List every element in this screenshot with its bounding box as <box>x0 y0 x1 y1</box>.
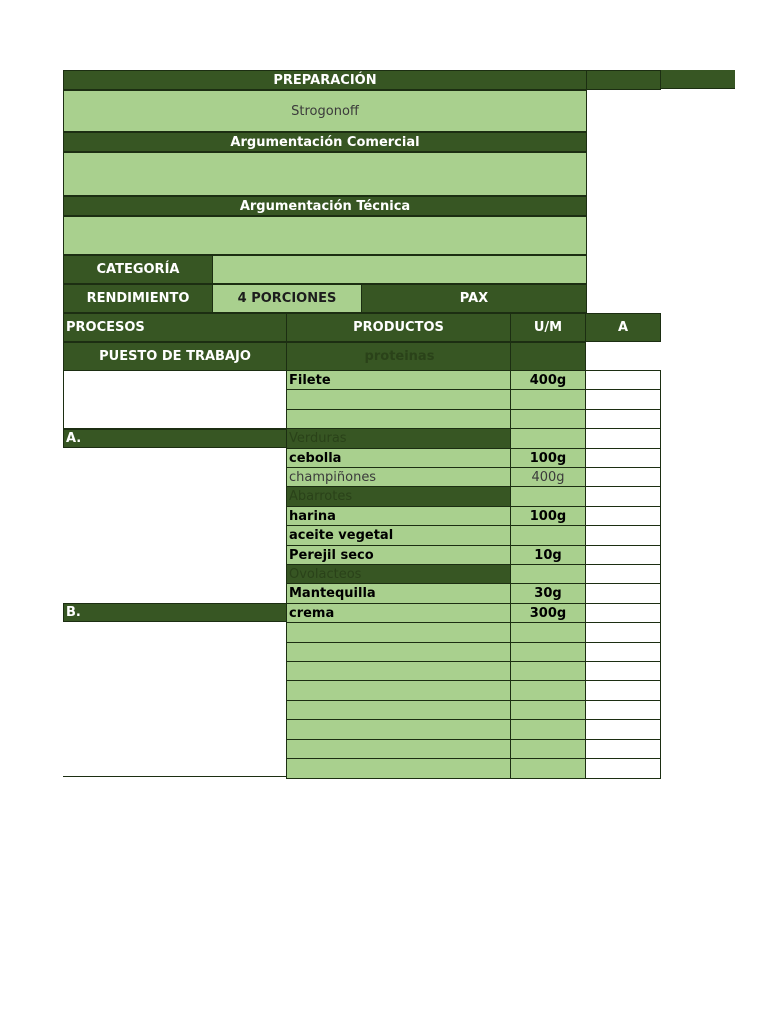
a-value-cell[interactable] <box>585 564 661 585</box>
a-value-cell[interactable] <box>585 448 661 469</box>
a-value-cell[interactable] <box>585 758 661 779</box>
dish-name-cell[interactable]: Strogonoff <box>63 90 587 132</box>
unit-measure-cell[interactable] <box>510 642 586 663</box>
product-name-cell[interactable]: crema <box>286 603 511 624</box>
category-row-label[interactable]: Abarrotes <box>286 486 511 507</box>
category-row-label[interactable]: proteinas <box>286 342 511 371</box>
unit-measure-cell[interactable]: 300g <box>510 603 586 624</box>
product-name-cell[interactable]: aceite vegetal <box>286 525 511 546</box>
process-label-b: B. <box>63 603 287 622</box>
process-cell-blank[interactable] <box>63 370 287 429</box>
arg-comercial-header: Argumentación Comercial <box>63 132 587 152</box>
a-value-cell[interactable] <box>585 506 661 527</box>
categoria-value[interactable] <box>212 255 587 284</box>
product-name-cell[interactable] <box>286 680 511 701</box>
category-row-label[interactable]: Ovolacteos <box>286 564 511 585</box>
product-name-cell[interactable] <box>286 758 511 779</box>
product-name-cell[interactable]: Mantequilla <box>286 583 511 604</box>
rendimiento-value[interactable]: 4 PORCIONES <box>212 284 362 313</box>
a-value-cell[interactable] <box>585 719 661 740</box>
product-name-cell[interactable] <box>286 409 511 430</box>
product-name-cell[interactable]: cebolla <box>286 448 511 469</box>
a-value-cell[interactable] <box>585 370 661 391</box>
rendimiento-label: RENDIMIENTO <box>63 284 213 313</box>
a-value-cell[interactable] <box>585 389 661 410</box>
unit-measure-cell[interactable] <box>510 486 586 507</box>
a-value-cell[interactable] <box>585 525 661 546</box>
a-value-cell[interactable] <box>585 700 661 721</box>
a-value-cell[interactable] <box>585 622 661 643</box>
product-name-cell[interactable] <box>286 622 511 643</box>
product-name-cell[interactable] <box>286 739 511 760</box>
a-value-cell[interactable] <box>585 739 661 760</box>
unit-measure-cell[interactable] <box>510 525 586 546</box>
unit-measure-cell[interactable] <box>510 700 586 721</box>
a-value-cell[interactable] <box>585 428 661 449</box>
product-name-cell[interactable] <box>286 389 511 410</box>
product-name-cell[interactable] <box>286 661 511 682</box>
arg-comercial-cell[interactable] <box>63 152 587 196</box>
preparacion-header: PREPARACIÓN <box>63 70 587 90</box>
product-name-cell[interactable] <box>286 700 511 721</box>
category-row-label[interactable]: Verduras <box>286 428 511 449</box>
product-name-cell[interactable] <box>286 719 511 740</box>
unit-measure-cell[interactable] <box>510 758 586 779</box>
header-side-cell <box>586 70 661 90</box>
unit-measure-cell[interactable]: 100g <box>510 448 586 469</box>
a-header: A <box>585 313 661 342</box>
productos-header: PRODUCTOS <box>286 313 511 342</box>
unit-measure-cell[interactable]: 400g <box>510 370 586 391</box>
process-label-a: A. <box>63 429 287 448</box>
unit-measure-cell[interactable] <box>510 739 586 760</box>
unit-measure-cell[interactable] <box>510 342 586 371</box>
product-name-cell[interactable]: Filete <box>286 370 511 391</box>
unit-measure-cell[interactable]: 400g <box>510 467 586 488</box>
product-name-cell[interactable] <box>286 642 511 663</box>
a-value-cell[interactable] <box>585 467 661 488</box>
unit-measure-cell[interactable]: 100g <box>510 506 586 527</box>
header-side-cell-extra <box>660 70 735 89</box>
a-value-cell[interactable] <box>585 603 661 624</box>
unit-measure-cell[interactable] <box>510 564 586 585</box>
a-value-cell[interactable] <box>585 642 661 663</box>
a-value-cell[interactable] <box>585 680 661 701</box>
categoria-label: CATEGORÍA <box>63 255 213 284</box>
arg-tecnica-cell[interactable] <box>63 216 587 255</box>
unit-measure-cell[interactable] <box>510 622 586 643</box>
a-value-cell[interactable] <box>585 583 661 604</box>
unit-measure-cell[interactable] <box>510 719 586 740</box>
puesto-trabajo-header: PUESTO DE TRABAJO <box>63 342 287 371</box>
product-name-cell[interactable]: harina <box>286 506 511 527</box>
unit-measure-cell[interactable] <box>510 661 586 682</box>
a-value-cell[interactable] <box>585 409 661 430</box>
unit-measure-cell[interactable]: 30g <box>510 583 586 604</box>
product-name-cell[interactable]: Perejil seco <box>286 545 511 566</box>
pax-label: PAX <box>361 284 587 313</box>
unit-measure-cell[interactable] <box>510 680 586 701</box>
unit-measure-cell[interactable] <box>510 428 586 449</box>
um-header: U/M <box>510 313 586 342</box>
a-value-cell[interactable] <box>585 486 661 507</box>
unit-measure-cell[interactable] <box>510 409 586 430</box>
table-bottom-line <box>63 776 287 777</box>
a-value-cell[interactable] <box>585 661 661 682</box>
a-value-cell[interactable] <box>585 545 661 566</box>
procesos-header: PROCESOS <box>63 313 287 342</box>
product-name-cell[interactable]: champiñones <box>286 467 511 488</box>
unit-measure-cell[interactable] <box>510 389 586 410</box>
arg-tecnica-header: Argumentación Técnica <box>63 196 587 216</box>
unit-measure-cell[interactable]: 10g <box>510 545 586 566</box>
